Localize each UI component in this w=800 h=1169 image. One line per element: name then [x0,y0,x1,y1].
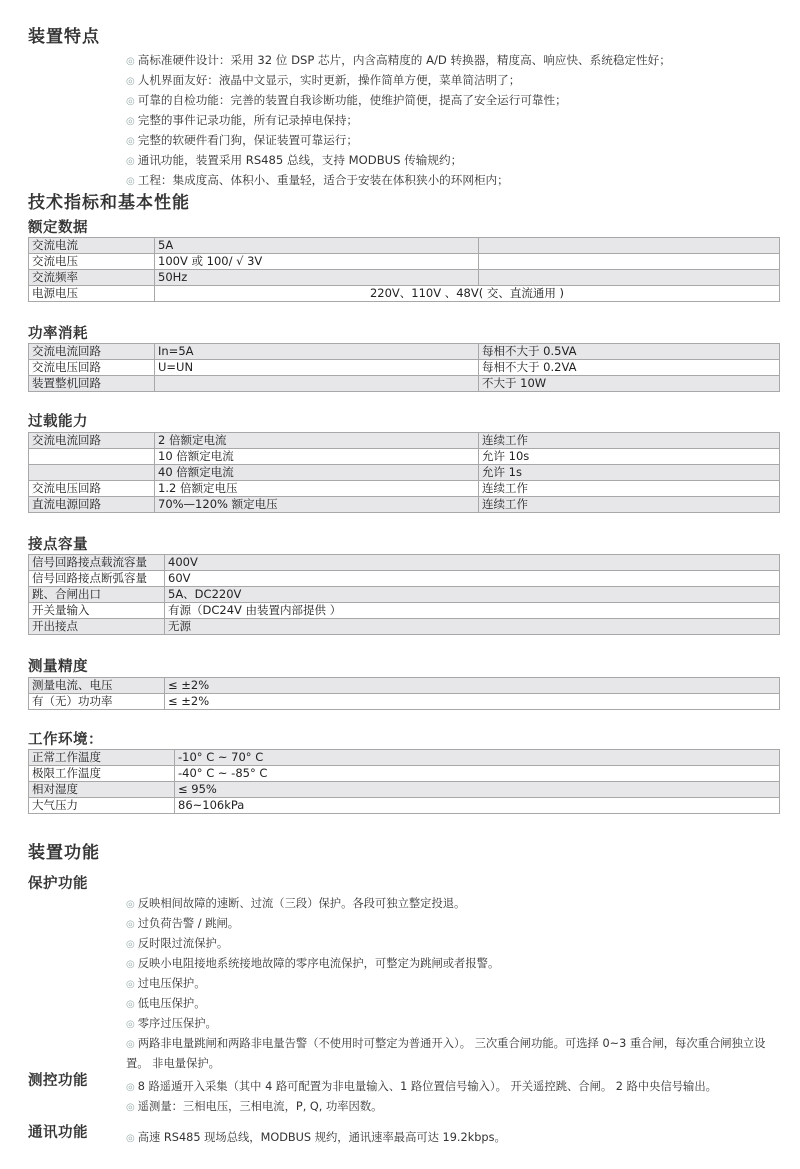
table-cell: 5A [155,238,479,254]
accuracy-title: 测量精度 [28,659,88,675]
table-cell: 交流电压回路 [29,360,155,376]
table-row [29,571,780,587]
list-item: ◎ 遥测量：三相电压，三相电流，P, Q, 功率因数。 [126,1097,782,1117]
list-item: ◎ 通讯功能，装置采用 RS485 总线，支持 MODBUS 传输规约； [126,151,782,171]
list-item: ◎ 过电压保护。 [126,974,782,994]
table-row [29,433,780,449]
table-cell: 直流电源回路 [29,497,155,513]
environment-title: 工作环境： [28,732,103,748]
table-cell: 60V [165,571,780,587]
list-item: ◎ 反映小电阻接地系统接地故障的零序电流保护，可整定为跳闸或者报警。 [126,954,782,974]
measure-title: 测控功能 [28,1073,88,1089]
table-cell: 连续工作 [479,433,780,449]
table-row [29,619,780,635]
table-cell: 装置整机回路 [29,376,155,392]
table-cell: 每相不大于 0.5VA [479,344,780,360]
rated-table [28,237,780,302]
table-cell: 极限工作温度 [29,766,175,782]
specs-title: 技术指标和基本性能 [28,193,190,213]
rated-title: 额定数据 [28,220,88,236]
list-item: ◎ 完整的软硬件看门狗，保证装置可靠运行； [126,131,782,151]
functions-title: 装置功能 [28,843,100,863]
comm-title: 通讯功能 [28,1125,88,1141]
table-cell: 连续工作 [479,497,780,513]
table-cell: 交流电流回路 [29,433,155,449]
table-cell: 每相不大于 0.2VA [479,360,780,376]
table-cell: 交流电流回路 [29,344,155,360]
table-row [29,678,780,694]
table-cell: 40 倍额定电流 [155,465,479,481]
table-row [29,238,780,254]
table-cell: -10° C ~ 70° C [175,750,780,766]
table-cell: 无源 [165,619,780,635]
table-cell: 信号回路接点断弧容量 [29,571,165,587]
list-item: ◎ 反时限过流保护。 [126,934,782,954]
table-cell: 400V [165,555,780,571]
table-row [29,254,780,270]
table-cell [479,254,780,270]
table-cell: 220V、110V 、48V( 交、直流通用 ) [155,286,780,302]
list-item: ◎ 两路非电量跳闸和两路非电量告警（不使用时可整定为普通开入）。 三次重合闸功能。可选择 0~3 重合闸，每次重合闸独立设置。 非电量保护。 [126,1034,782,1073]
measure-list [126,1077,782,1117]
table-cell: 测量电流、电压 [29,678,165,694]
list-item: ◎ 低电压保护。 [126,994,782,1014]
table-cell: -40° C ~ -85° C [175,766,780,782]
table-row [29,449,780,465]
table-cell: 50Hz [155,270,479,286]
features-list [126,51,782,191]
table-cell: ≤ ±2% [165,694,780,710]
table-cell: 连续工作 [479,481,780,497]
table-cell: 开关量输入 [29,603,165,619]
table-cell [155,376,479,392]
table-row [29,798,780,814]
table-cell: ≤ ±2% [165,678,780,694]
table-cell [29,449,155,465]
comm-list [126,1128,782,1148]
environment-table [28,749,780,814]
table-cell: 信号回路接点载流容量 [29,555,165,571]
table-row [29,465,780,481]
table-cell: 相对湿度 [29,782,175,798]
list-item: ◎ 可靠的自检功能：完善的装置自我诊断功能，使维护简便，提高了安全运行可靠性； [126,91,782,111]
table-row [29,344,780,360]
overload-table [28,432,780,513]
table-cell: 交流电压回路 [29,481,155,497]
table-cell: 允许 10s [479,449,780,465]
table-cell [479,238,780,254]
protection-title: 保护功能 [28,876,88,892]
list-item: ◎ 反映相间故障的速断、过流（三段）保护。各段可独立整定投退。 [126,894,782,914]
table-cell: 不大于 10W [479,376,780,392]
table-row [29,750,780,766]
table-cell: 开出接点 [29,619,165,635]
table-cell: 100V 或 100/ √ 3V [155,254,479,270]
table-cell: 大气压力 [29,798,175,814]
table-cell: 允许 1s [479,465,780,481]
table-cell: In=5A [155,344,479,360]
list-item: ◎ 零序过压保护。 [126,1014,782,1034]
contact-title: 接点容量 [28,537,88,553]
list-item: ◎ 完整的事件记录功能，所有记录掉电保持； [126,111,782,131]
list-item: ◎ 过负荷告警 / 跳闸。 [126,914,782,934]
table-row [29,694,780,710]
table-row [29,782,780,798]
table-cell: 70%—120% 额定电压 [155,497,479,513]
table-cell: ≤ 95% [175,782,780,798]
list-item: ◎ 高速 RS485 现场总线，MODBUS 规约，通讯速率最高可达 19.2kbps。 [126,1128,782,1148]
table-cell [479,270,780,286]
table-cell: 2 倍额定电流 [155,433,479,449]
table-cell: 交流电压 [29,254,155,270]
list-item: ◎ 高标准硬件设计：采用 32 位 DSP 芯片，内含高精度的 A/D 转换器，精度高、响应快、系统稳定性好； [126,51,782,71]
contact-table [28,554,780,635]
table-row [29,360,780,376]
table-row [29,270,780,286]
features-title: 装置特点 [28,27,100,47]
table-row [29,766,780,782]
table-row [29,376,780,392]
power-title: 功率消耗 [28,326,88,342]
list-item: ◎ 工程：集成度高、体积小、重量轻，适合于安装在体积狭小的环网柜内； [126,171,782,191]
table-cell: 电源电压 [29,286,155,302]
table-cell: 跳、合闸出口 [29,587,165,603]
table-cell: 交流电流 [29,238,155,254]
list-item: ◎ 8 路遥遁开入采集（其中 4 路可配置为非电量输入、1 路位置信号输入）。 开关遥控跳、合闸。 2 路中央信号输出。 [126,1077,782,1097]
table-row [29,587,780,603]
power-table [28,343,780,392]
table-cell: U=UN [155,360,479,376]
overload-title: 过载能力 [28,414,88,430]
table-cell: 5A、DC220V [165,587,780,603]
table-row [29,555,780,571]
table-cell: 1.2 倍额定电压 [155,481,479,497]
table-cell: 86~106kPa [175,798,780,814]
table-cell: 有源（DC24V 由装置内部提供 ） [165,603,780,619]
table-cell: 10 倍额定电流 [155,449,479,465]
protection-list [126,894,782,1073]
table-row [29,481,780,497]
table-cell [29,465,155,481]
accuracy-table [28,677,780,710]
table-cell: 交流频率 [29,270,155,286]
table-cell: 有（无）功功率 [29,694,165,710]
table-row [29,497,780,513]
table-cell: 正常工作温度 [29,750,175,766]
table-row [29,286,780,302]
table-row [29,603,780,619]
list-item: ◎ 人机界面友好：液晶中文显示，实时更新，操作简单方便，菜单简洁明了； [126,71,782,91]
